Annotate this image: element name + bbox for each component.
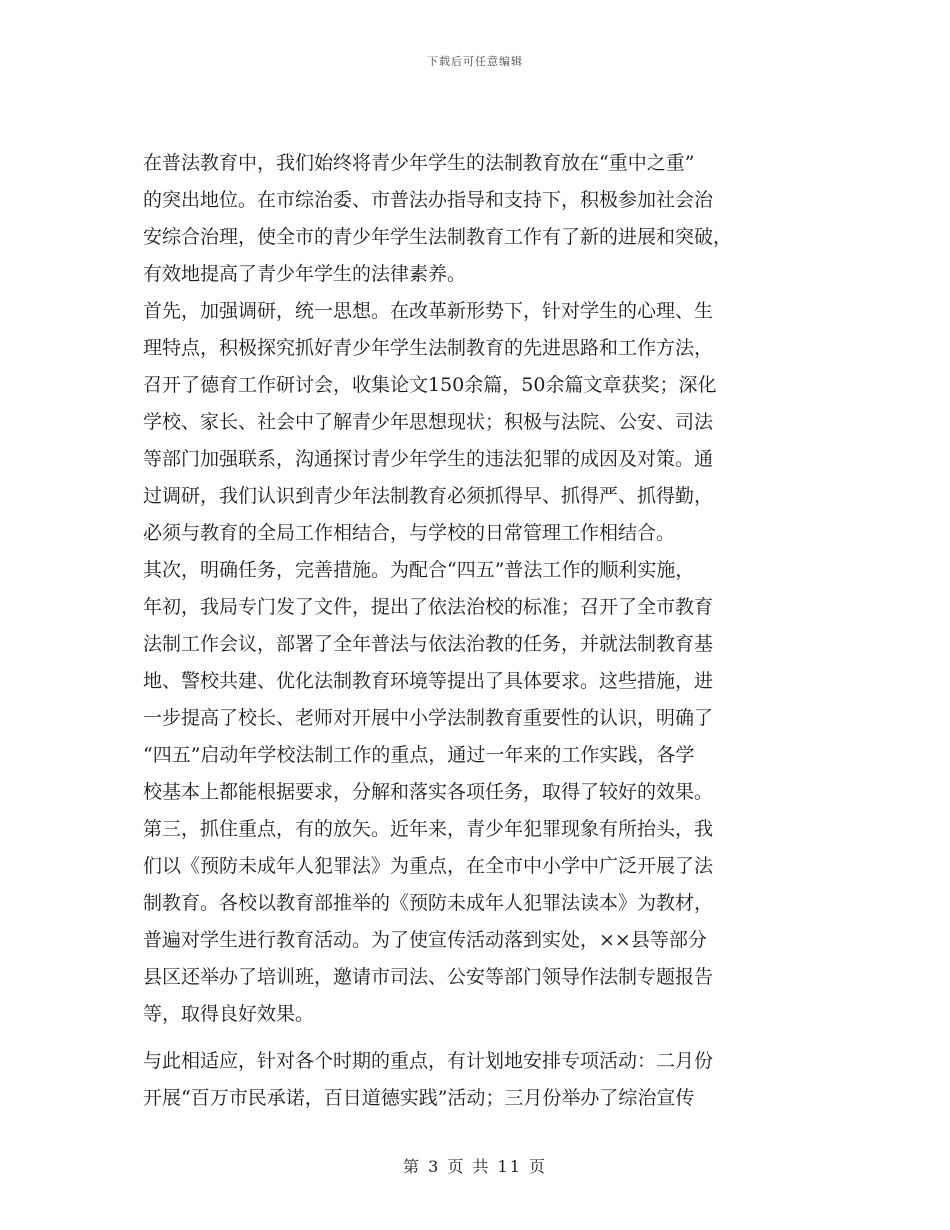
text-line: 的突出地位。在市综治委、市普法办指导和支持下，积极参加社会治 [143, 189, 714, 211]
text-line: 理特点，积极探究抓好青少年学生法制教育的先进思路和工作方法， [143, 337, 714, 359]
text-line: 在普法教育中，我们始终将青少年学生的法制教育放在“重中之重” [143, 152, 695, 174]
text-line: 县区还举办了培训班，邀请市司法、公安等部门领导作法制专题报告 [143, 966, 714, 988]
text-line: 学校、家长、社会中了解青少年思想现状；积极与法院、公安、司法 [143, 411, 714, 433]
text-line: 们以《预防未成年人犯罪法》为重点，在全市中小学中广泛开展了法 [143, 855, 714, 877]
paragraph-gap [143, 1033, 808, 1043]
text-line: 有效地提高了青少年学生的法律素养。 [143, 263, 467, 285]
text-line: 其次，明确任务，完善措施。为配合“四五”普法工作的顺利实施， [143, 559, 695, 581]
text-line: 法制工作会议，部署了全年普法与依法治教的任务，并就法制教育基 [143, 633, 714, 655]
document-body [143, 145, 808, 1117]
text-line: 首先，加强调研，统一思想。在改革新形势下，针对学生的心理、生 [143, 300, 714, 322]
text-line: 安综合治理，使全市的青少年学生法制教育工作有了新的进展和突破， [143, 226, 733, 248]
text-line: 第三，抓住重点，有的放矢。近年来，青少年犯罪现象有所抬头，我 [143, 818, 714, 840]
text-line: 等部门加强联系，沟通探讨青少年学生的违法犯罪的成因及对策。通 [143, 448, 714, 470]
text-line: “四五”启动年学校法制工作的重点，通过一年来的工作实践，各学 [143, 744, 695, 766]
text-line: 校基本上都能根据要求，分解和落实各项任务，取得了较好的效果。 [143, 781, 714, 803]
text-line: 开展“百万市民承诺，百日道德实践”活动；三月份举办了综治宣传 [143, 1087, 695, 1109]
text-line: 过调研，我们认识到青少年法制教育必须抓得早、抓得严、抓得勤， [143, 485, 714, 507]
text-line: 与此相适应，针对各个时期的重点，有计划地安排专项活动：二月份 [143, 1050, 714, 1072]
text-line: 召开了德育工作研讨会，收集论文150余篇，50余篇文章获奖；深化 [143, 374, 717, 396]
page-number-footer: 第 3 页 共 11 页 [403, 1157, 547, 1176]
text-line: 一步提高了校长、老师对开展中小学法制教育重要性的认识，明确了 [143, 707, 714, 729]
text-line: 必须与教育的全局工作相结合，与学校的日常管理工作相结合。 [143, 522, 676, 544]
text-line: 普遍对学生进行教育活动。为了使宣传活动落到实处，××县等部分 [143, 929, 707, 951]
text-line: 地、警校共建、优化法制教育环境等提出了具体要求。这些措施，进 [143, 670, 714, 692]
text-line: 制教育。各校以教育部推举的《预防未成年人犯罪法读本》为教材， [143, 892, 714, 914]
text-line: 年初，我局专门发了文件，提出了依法治校的标准；召开了全市教育 [143, 596, 714, 618]
page-header-note: 下载后可任意编辑 [427, 55, 523, 68]
text-line: 等，取得良好效果。 [143, 1003, 315, 1025]
